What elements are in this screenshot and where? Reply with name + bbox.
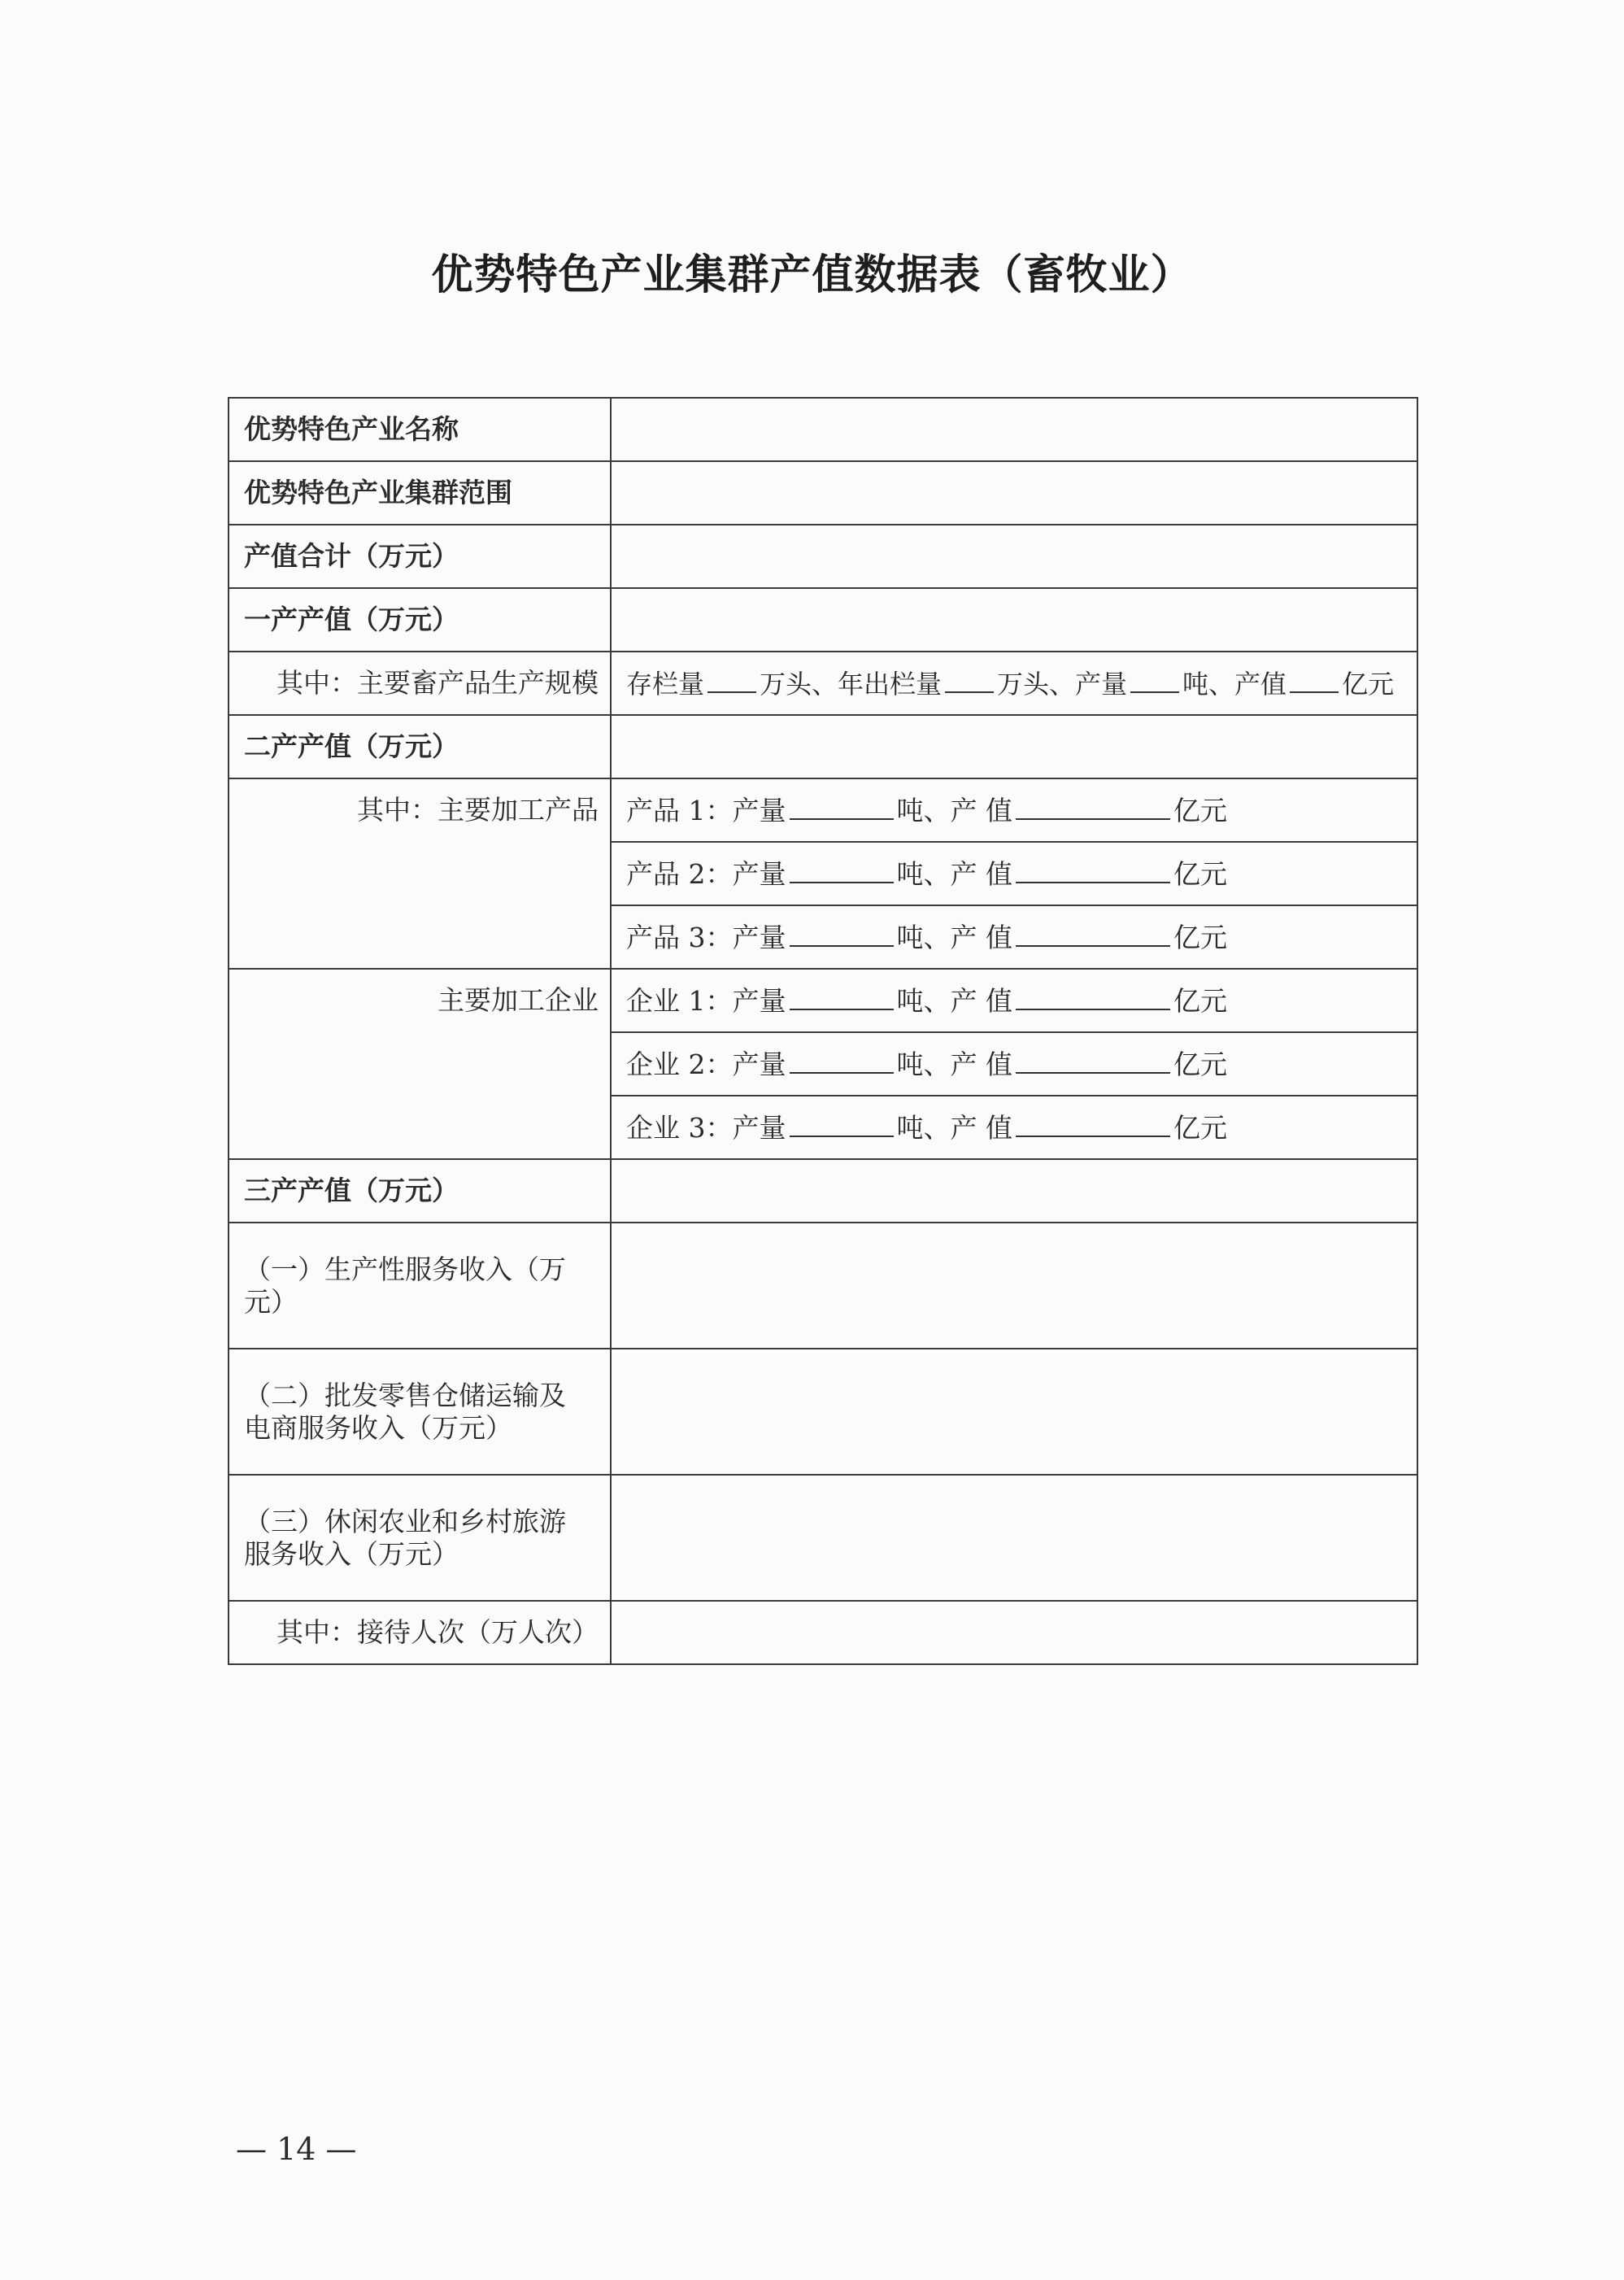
unit-text: 亿元 bbox=[1342, 668, 1395, 700]
enterprise-2-yield-blank[interactable] bbox=[790, 1048, 894, 1074]
enterprise-2-field[interactable] bbox=[611, 1032, 1417, 1096]
stock-text: 存栏量 bbox=[626, 668, 705, 700]
tertiary-output-label: 三产产值（万元） bbox=[229, 1159, 611, 1223]
product-2-label: 产品 2：产量 bbox=[626, 857, 786, 890]
product-2-value-blank[interactable] bbox=[1016, 857, 1170, 883]
enterprise-3-yield-blank[interactable] bbox=[790, 1111, 894, 1137]
product-3-field[interactable] bbox=[611, 905, 1417, 969]
table-row bbox=[229, 588, 1417, 652]
enterprise-3-unit: 亿元 bbox=[1173, 1111, 1227, 1144]
enterprise-2-unit: 亿元 bbox=[1173, 1048, 1227, 1080]
product-2-field[interactable] bbox=[611, 842, 1417, 905]
cluster-scope-label: 优势特色产业集群范围 bbox=[229, 461, 611, 525]
livestock-scale-label: 其中：主要畜产品生产规模 bbox=[229, 652, 611, 715]
product-3-mid: 吨、产 值 bbox=[896, 921, 1012, 953]
product-3-value-blank[interactable] bbox=[1016, 921, 1170, 947]
livestock-scale-field[interactable] bbox=[611, 652, 1417, 715]
productive-service-field[interactable] bbox=[611, 1223, 1417, 1349]
product-3-label: 产品 3：产量 bbox=[626, 921, 786, 953]
enterprise-1-value-blank[interactable] bbox=[1016, 984, 1170, 1010]
product-1-unit: 亿元 bbox=[1173, 794, 1227, 826]
primary-output-label: 一产产值（万元） bbox=[229, 588, 611, 652]
enterprise-3-label: 企业 3：产量 bbox=[626, 1111, 786, 1144]
leisure-tourism-label: （三）休闲农业和乡村旅游 服务收入（万元） bbox=[229, 1475, 611, 1601]
table-row bbox=[229, 652, 1417, 715]
annual-out-blank[interactable] bbox=[945, 667, 994, 693]
secondary-output-field[interactable] bbox=[611, 715, 1417, 778]
enterprise-2-mid: 吨、产 值 bbox=[896, 1048, 1012, 1080]
page-number: — 14 — bbox=[236, 2131, 357, 2167]
table-row bbox=[229, 1475, 1417, 1601]
visitors-field[interactable] bbox=[611, 1601, 1417, 1664]
table-row bbox=[229, 969, 1417, 1032]
productive-service-label: （一）生产性服务收入（万 元） bbox=[229, 1223, 611, 1349]
visitors-label: 其中：接待人次（万人次） bbox=[229, 1601, 611, 1664]
total-output-field[interactable] bbox=[611, 525, 1417, 588]
main-enterprises-label: 主要加工企业 bbox=[229, 969, 611, 1159]
value-text: 吨、产值 bbox=[1182, 668, 1287, 700]
product-1-yield-blank[interactable] bbox=[790, 794, 894, 820]
enterprise-1-yield-blank[interactable] bbox=[790, 984, 894, 1010]
yield-blank[interactable] bbox=[1130, 667, 1179, 693]
cluster-scope-field[interactable] bbox=[611, 461, 1417, 525]
enterprise-3-mid: 吨、产 值 bbox=[896, 1111, 1012, 1144]
value-blank[interactable] bbox=[1290, 667, 1339, 693]
product-1-label: 产品 1：产量 bbox=[626, 794, 786, 826]
yield-text: 万头、产量 bbox=[997, 668, 1128, 700]
table-row bbox=[229, 1601, 1417, 1664]
product-3-yield-blank[interactable] bbox=[790, 921, 894, 947]
product-2-unit: 亿元 bbox=[1173, 857, 1227, 890]
enterprise-3-value-blank[interactable] bbox=[1016, 1111, 1170, 1137]
enterprise-2-label: 企业 2：产量 bbox=[626, 1048, 786, 1080]
industry-name-field[interactable] bbox=[611, 398, 1417, 461]
page-title: 优势特色产业集群产值数据表（畜牧业） bbox=[431, 251, 1193, 299]
secondary-output-label: 二产产值（万元） bbox=[229, 715, 611, 778]
enterprise-2-value-blank[interactable] bbox=[1016, 1048, 1170, 1074]
wholesale-service-label: （二）批发零售仓储运输及 电商服务收入（万元） bbox=[229, 1349, 611, 1475]
enterprise-1-mid: 吨、产 值 bbox=[896, 984, 1012, 1017]
data-table bbox=[228, 397, 1418, 1665]
product-1-value-blank[interactable] bbox=[1016, 794, 1170, 820]
enterprise-1-unit: 亿元 bbox=[1173, 984, 1227, 1017]
table-row bbox=[229, 525, 1417, 588]
main-products-label: 其中：主要加工产品 bbox=[229, 778, 611, 969]
table-row bbox=[229, 461, 1417, 525]
table-row bbox=[229, 1223, 1417, 1349]
industry-name-label: 优势特色产业名称 bbox=[229, 398, 611, 461]
primary-output-field[interactable] bbox=[611, 588, 1417, 652]
total-output-label: 产值合计（万元） bbox=[229, 525, 611, 588]
annual-out-text: 万头、年出栏量 bbox=[760, 668, 943, 700]
product-1-mid: 吨、产 值 bbox=[896, 794, 1012, 826]
tertiary-output-field[interactable] bbox=[611, 1159, 1417, 1223]
table-row bbox=[229, 1349, 1417, 1475]
product-3-unit: 亿元 bbox=[1173, 921, 1227, 953]
leisure-tourism-field[interactable] bbox=[611, 1475, 1417, 1601]
table-row bbox=[229, 398, 1417, 461]
enterprise-3-field[interactable] bbox=[611, 1096, 1417, 1159]
product-2-yield-blank[interactable] bbox=[790, 857, 894, 883]
enterprise-1-label: 企业 1：产量 bbox=[626, 984, 786, 1017]
product-2-mid: 吨、产 值 bbox=[896, 857, 1012, 890]
table-row bbox=[229, 1159, 1417, 1223]
stock-blank[interactable] bbox=[708, 667, 756, 693]
table-row bbox=[229, 715, 1417, 778]
table-row bbox=[229, 778, 1417, 842]
wholesale-service-field[interactable] bbox=[611, 1349, 1417, 1475]
enterprise-1-field[interactable] bbox=[611, 969, 1417, 1032]
product-1-field[interactable] bbox=[611, 778, 1417, 842]
